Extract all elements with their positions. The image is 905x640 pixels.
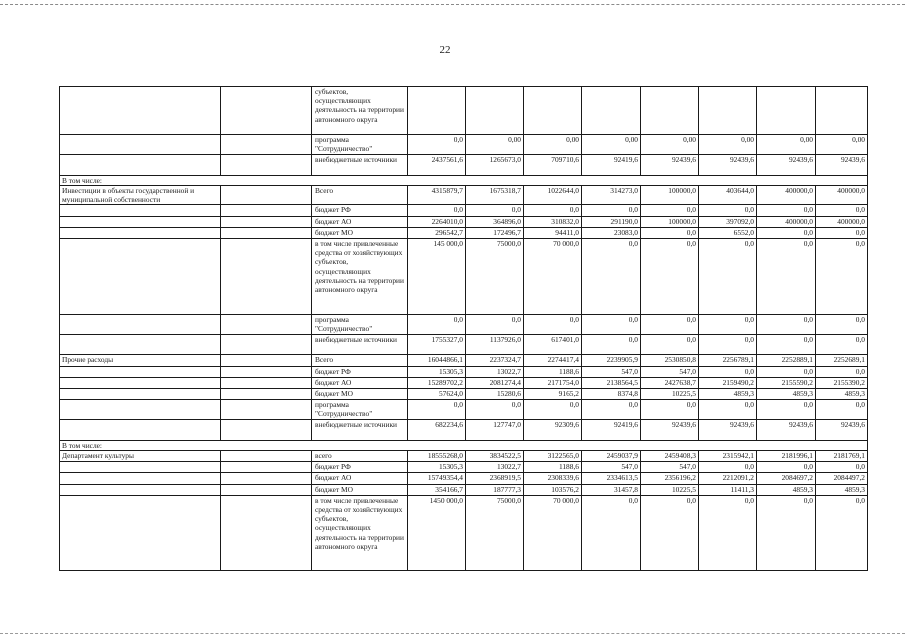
- value-cell: 92439,6: [641, 155, 699, 175]
- value-cell: 94411,0: [524, 227, 582, 238]
- subcategory-cell: [221, 462, 312, 473]
- value-cell: 2084497,2: [816, 473, 868, 484]
- value-cell: 0,0: [699, 366, 757, 377]
- value-cell: 4859,3: [816, 388, 868, 399]
- source-cell: внебюджетные источники: [312, 155, 408, 175]
- value-cell: 0,0: [408, 314, 466, 334]
- value-cell: 100000,0: [641, 216, 699, 227]
- category-cell: [60, 87, 221, 135]
- value-cell: 4315879,7: [408, 185, 466, 204]
- source-cell: бюджет РФ: [312, 366, 408, 377]
- category-cell: [60, 462, 221, 473]
- value-cell: 92309,6: [524, 420, 582, 440]
- value-cell: 0,0: [699, 495, 757, 571]
- value-cell: 2155590,2: [757, 377, 816, 388]
- value-cell: 0,0: [816, 400, 868, 420]
- source-cell: бюджет МО: [312, 227, 408, 238]
- source-cell: всего: [312, 451, 408, 462]
- value-cell: 0,00: [816, 135, 868, 155]
- value-cell: 92439,6: [816, 420, 868, 440]
- category-cell: [60, 366, 221, 377]
- source-cell: бюджет АО: [312, 377, 408, 388]
- value-cell: 709710,6: [524, 155, 582, 175]
- value-cell: 2459408,3: [641, 451, 699, 462]
- value-cell: 0,0: [816, 366, 868, 377]
- value-cell: 187777,3: [466, 484, 524, 495]
- subcategory-cell: [221, 400, 312, 420]
- value-cell: 0,0: [641, 495, 699, 571]
- value-cell: 11411,3: [699, 484, 757, 495]
- value-cell: 1188,6: [524, 462, 582, 473]
- table-row: [60, 155, 868, 175]
- value-cell: 0,00: [641, 135, 699, 155]
- table-row: [60, 238, 868, 314]
- value-cell: 0,0: [524, 314, 582, 334]
- value-cell: 2237324,7: [466, 355, 524, 366]
- value-cell: 1022644,0: [524, 185, 582, 204]
- value-cell: 0,0: [524, 205, 582, 216]
- value-cell: 0,0: [641, 334, 699, 354]
- value-cell: 2530850,8: [641, 355, 699, 366]
- category-cell: [60, 400, 221, 420]
- category-cell: [60, 473, 221, 484]
- value-cell: 100000,0: [641, 185, 699, 204]
- value-cell: 0,0: [757, 227, 816, 238]
- table-row: [60, 400, 868, 420]
- table-row: [60, 216, 868, 227]
- value-cell: 1188,6: [524, 366, 582, 377]
- source-cell: в том числе привлеченные средства от хозяйствующих субъектов, осуществляющих деятельность на территории автономного округа: [312, 495, 408, 571]
- table-section-row: [60, 440, 868, 450]
- value-cell: [757, 87, 816, 135]
- subcategory-cell: [221, 155, 312, 175]
- value-cell: 103576,2: [524, 484, 582, 495]
- value-cell: 2256789,1: [699, 355, 757, 366]
- value-cell: 0,0: [641, 400, 699, 420]
- value-cell: 2252889,1: [757, 355, 816, 366]
- table-row: [60, 205, 868, 216]
- value-cell: 15749354,4: [408, 473, 466, 484]
- value-cell: 2274417,4: [524, 355, 582, 366]
- value-cell: 2368919,5: [466, 473, 524, 484]
- value-cell: 0,0: [699, 462, 757, 473]
- source-cell: бюджет МО: [312, 484, 408, 495]
- value-cell: 0,0: [816, 227, 868, 238]
- scan-edge-bottom: [0, 633, 905, 634]
- category-cell: Департамент культуры: [60, 451, 221, 462]
- value-cell: 400000,0: [757, 185, 816, 204]
- category-cell: [60, 216, 221, 227]
- source-cell: программа "Сотрудничество": [312, 135, 408, 155]
- value-cell: 0,0: [582, 238, 641, 314]
- scan-edge-top: [0, 4, 905, 5]
- table-row: [60, 334, 868, 354]
- value-cell: 400000,0: [757, 216, 816, 227]
- value-cell: 0,0: [699, 205, 757, 216]
- value-cell: 400000,0: [816, 216, 868, 227]
- value-cell: 2427638,7: [641, 377, 699, 388]
- value-cell: [524, 87, 582, 135]
- value-cell: 4859,3: [757, 484, 816, 495]
- value-cell: 2252689,1: [816, 355, 868, 366]
- value-cell: 0,0: [582, 314, 641, 334]
- value-cell: 0,00: [524, 135, 582, 155]
- subcategory-cell: [221, 87, 312, 135]
- table-row: [60, 462, 868, 473]
- value-cell: [582, 87, 641, 135]
- value-cell: 0,0: [757, 366, 816, 377]
- category-cell: [60, 155, 221, 175]
- value-cell: 291190,0: [582, 216, 641, 227]
- value-cell: 92439,6: [641, 420, 699, 440]
- value-cell: 10225,5: [641, 388, 699, 399]
- value-cell: [699, 87, 757, 135]
- table-row: [60, 484, 868, 495]
- value-cell: 0,0: [816, 462, 868, 473]
- value-cell: 682234,6: [408, 420, 466, 440]
- value-cell: 18555268,0: [408, 451, 466, 462]
- subcategory-cell: [221, 334, 312, 354]
- category-cell: [60, 377, 221, 388]
- source-cell: бюджет МО: [312, 388, 408, 399]
- value-cell: 547,0: [582, 462, 641, 473]
- value-cell: 92439,6: [699, 155, 757, 175]
- source-cell: бюджет РФ: [312, 205, 408, 216]
- value-cell: 92439,6: [816, 155, 868, 175]
- category-cell: Прочие расходы: [60, 355, 221, 366]
- value-cell: 0,0: [582, 495, 641, 571]
- table-row: [60, 227, 868, 238]
- value-cell: 0,0: [582, 400, 641, 420]
- source-cell: внебюджетные источники: [312, 334, 408, 354]
- subcategory-cell: [221, 314, 312, 334]
- value-cell: 354166,7: [408, 484, 466, 495]
- value-cell: 3122565,0: [524, 451, 582, 462]
- table-row: [60, 135, 868, 155]
- value-cell: 0,0: [641, 238, 699, 314]
- category-cell: [60, 495, 221, 571]
- value-cell: 2138564,5: [582, 377, 641, 388]
- value-cell: 0,0: [699, 400, 757, 420]
- value-cell: 0,0: [408, 135, 466, 155]
- source-cell: бюджет РФ: [312, 462, 408, 473]
- value-cell: 15280,6: [466, 388, 524, 399]
- category-cell: Инвестиции в объекты государственной и муниципальной собственности: [60, 185, 221, 204]
- source-cell: бюджет АО: [312, 473, 408, 484]
- value-cell: 0,0: [816, 334, 868, 354]
- table-row: [60, 473, 868, 484]
- value-cell: 0,0: [641, 314, 699, 334]
- value-cell: 23083,0: [582, 227, 641, 238]
- value-cell: 13022,7: [466, 366, 524, 377]
- category-cell: [60, 227, 221, 238]
- value-cell: 2239905,9: [582, 355, 641, 366]
- value-cell: 57624,0: [408, 388, 466, 399]
- table-row: [60, 377, 868, 388]
- source-cell: Всего: [312, 355, 408, 366]
- value-cell: 4859,3: [699, 388, 757, 399]
- value-cell: 31457,8: [582, 484, 641, 495]
- value-cell: 2181996,1: [757, 451, 816, 462]
- value-cell: 0,0: [757, 400, 816, 420]
- value-cell: 0,0: [466, 205, 524, 216]
- value-cell: 2181769,1: [816, 451, 868, 462]
- value-cell: 2171754,0: [524, 377, 582, 388]
- value-cell: 1755327,0: [408, 334, 466, 354]
- subcategory-cell: [221, 216, 312, 227]
- value-cell: 2459037,9: [582, 451, 641, 462]
- value-cell: 2264010,0: [408, 216, 466, 227]
- source-cell: субъектов, осуществляющих деятельность на территории автономного округа: [312, 87, 408, 135]
- value-cell: 4859,3: [757, 388, 816, 399]
- table-row: [60, 185, 868, 204]
- subcategory-cell: [221, 355, 312, 366]
- table-row: [60, 388, 868, 399]
- value-cell: 0,0: [699, 334, 757, 354]
- value-cell: 617401,0: [524, 334, 582, 354]
- source-cell: внебюджетные источники: [312, 420, 408, 440]
- subcategory-cell: [221, 377, 312, 388]
- table-row: [60, 355, 868, 366]
- page-number: 22: [439, 44, 451, 56]
- subcategory-cell: [221, 366, 312, 377]
- value-cell: 1137926,0: [466, 334, 524, 354]
- subcategory-cell: [221, 205, 312, 216]
- table-row: [60, 420, 868, 440]
- value-cell: 145 000,0: [408, 238, 466, 314]
- source-cell: программа "Сотрудничество": [312, 400, 408, 420]
- value-cell: 2315942,1: [699, 451, 757, 462]
- value-cell: 0,0: [816, 495, 868, 571]
- subcategory-cell: [221, 420, 312, 440]
- value-cell: 0,0: [816, 314, 868, 334]
- value-cell: 70 000,0: [524, 495, 582, 571]
- value-cell: 0,0: [524, 400, 582, 420]
- value-cell: 0,0: [582, 205, 641, 216]
- value-cell: 547,0: [641, 462, 699, 473]
- value-cell: 92439,6: [757, 420, 816, 440]
- value-cell: [816, 87, 868, 135]
- value-cell: 397092,0: [699, 216, 757, 227]
- category-cell: [60, 334, 221, 354]
- value-cell: 70 000,0: [524, 238, 582, 314]
- category-cell: [60, 135, 221, 155]
- value-cell: 15289702,2: [408, 377, 466, 388]
- category-cell: [60, 238, 221, 314]
- value-cell: 0,00: [757, 135, 816, 155]
- value-cell: 0,0: [466, 314, 524, 334]
- table-row: [60, 451, 868, 462]
- subcategory-cell: [221, 473, 312, 484]
- value-cell: 2356196,2: [641, 473, 699, 484]
- value-cell: 0,0: [641, 227, 699, 238]
- value-cell: 0,0: [466, 400, 524, 420]
- value-cell: 1265673,0: [466, 155, 524, 175]
- value-cell: 75000,0: [466, 238, 524, 314]
- value-cell: 0,0: [757, 334, 816, 354]
- table-row: [60, 314, 868, 334]
- category-cell: [60, 205, 221, 216]
- value-cell: 2212091,2: [699, 473, 757, 484]
- table-section-row: [60, 175, 868, 185]
- value-cell: 0,0: [816, 238, 868, 314]
- value-cell: 15305,3: [408, 462, 466, 473]
- table-row: [60, 495, 868, 571]
- subcategory-cell: [221, 238, 312, 314]
- value-cell: 92439,6: [757, 155, 816, 175]
- value-cell: 0,00: [466, 135, 524, 155]
- value-cell: 2084697,2: [757, 473, 816, 484]
- value-cell: 547,0: [641, 366, 699, 377]
- value-cell: [408, 87, 466, 135]
- subcategory-cell: [221, 135, 312, 155]
- value-cell: 0,0: [408, 400, 466, 420]
- value-cell: 400000,0: [816, 185, 868, 204]
- value-cell: 296542,7: [408, 227, 466, 238]
- value-cell: 403644,0: [699, 185, 757, 204]
- value-cell: 16044866,1: [408, 355, 466, 366]
- value-cell: 314273,0: [582, 185, 641, 204]
- subcategory-cell: [221, 495, 312, 571]
- category-cell: [60, 314, 221, 334]
- value-cell: 547,0: [582, 366, 641, 377]
- value-cell: 92419,6: [582, 420, 641, 440]
- value-cell: 172496,7: [466, 227, 524, 238]
- value-cell: 92419,6: [582, 155, 641, 175]
- subcategory-cell: [221, 451, 312, 462]
- value-cell: 0,0: [757, 495, 816, 571]
- value-cell: [641, 87, 699, 135]
- category-cell: [60, 388, 221, 399]
- value-cell: 0,0: [699, 314, 757, 334]
- value-cell: 8374,8: [582, 388, 641, 399]
- value-cell: 364896,0: [466, 216, 524, 227]
- subcategory-cell: [221, 185, 312, 204]
- budget-table: [59, 86, 868, 571]
- value-cell: 0,0: [699, 238, 757, 314]
- value-cell: 0,0: [816, 205, 868, 216]
- source-cell: программа "Сотрудничество": [312, 314, 408, 334]
- value-cell: 4859,3: [816, 484, 868, 495]
- value-cell: 0,0: [757, 238, 816, 314]
- value-cell: 0,00: [699, 135, 757, 155]
- value-cell: 0,00: [582, 135, 641, 155]
- value-cell: 15305,3: [408, 366, 466, 377]
- value-cell: 127747,0: [466, 420, 524, 440]
- value-cell: 6552,0: [699, 227, 757, 238]
- value-cell: 10225,5: [641, 484, 699, 495]
- value-cell: 2081274,4: [466, 377, 524, 388]
- value-cell: 3834522,5: [466, 451, 524, 462]
- section-label: В том числе:: [60, 175, 868, 185]
- value-cell: 0,0: [757, 462, 816, 473]
- value-cell: 92439,6: [699, 420, 757, 440]
- value-cell: 2159490,2: [699, 377, 757, 388]
- table-row: [60, 366, 868, 377]
- source-cell: в том числе привлеченные средства от хозяйствующих субъектов, осуществляющих деятельность на территории автономного округа: [312, 238, 408, 314]
- value-cell: [466, 87, 524, 135]
- value-cell: 1450 000,0: [408, 495, 466, 571]
- subcategory-cell: [221, 388, 312, 399]
- value-cell: 310832,0: [524, 216, 582, 227]
- value-cell: 0,0: [757, 314, 816, 334]
- value-cell: 1675318,7: [466, 185, 524, 204]
- value-cell: 13022,7: [466, 462, 524, 473]
- budget-table-body: [60, 87, 868, 571]
- value-cell: 0,0: [408, 205, 466, 216]
- value-cell: 9165,2: [524, 388, 582, 399]
- subcategory-cell: [221, 484, 312, 495]
- value-cell: 2334613,5: [582, 473, 641, 484]
- value-cell: 0,0: [582, 334, 641, 354]
- value-cell: 2308339,6: [524, 473, 582, 484]
- value-cell: 0,0: [757, 205, 816, 216]
- section-label: В том числе:: [60, 440, 868, 450]
- source-cell: бюджет АО: [312, 216, 408, 227]
- category-cell: [60, 420, 221, 440]
- source-cell: Всего: [312, 185, 408, 204]
- category-cell: [60, 484, 221, 495]
- table-row: [60, 87, 868, 135]
- value-cell: 0,0: [641, 205, 699, 216]
- subcategory-cell: [221, 227, 312, 238]
- value-cell: 2155390,2: [816, 377, 868, 388]
- value-cell: 75000,0: [466, 495, 524, 571]
- value-cell: 2437561,6: [408, 155, 466, 175]
